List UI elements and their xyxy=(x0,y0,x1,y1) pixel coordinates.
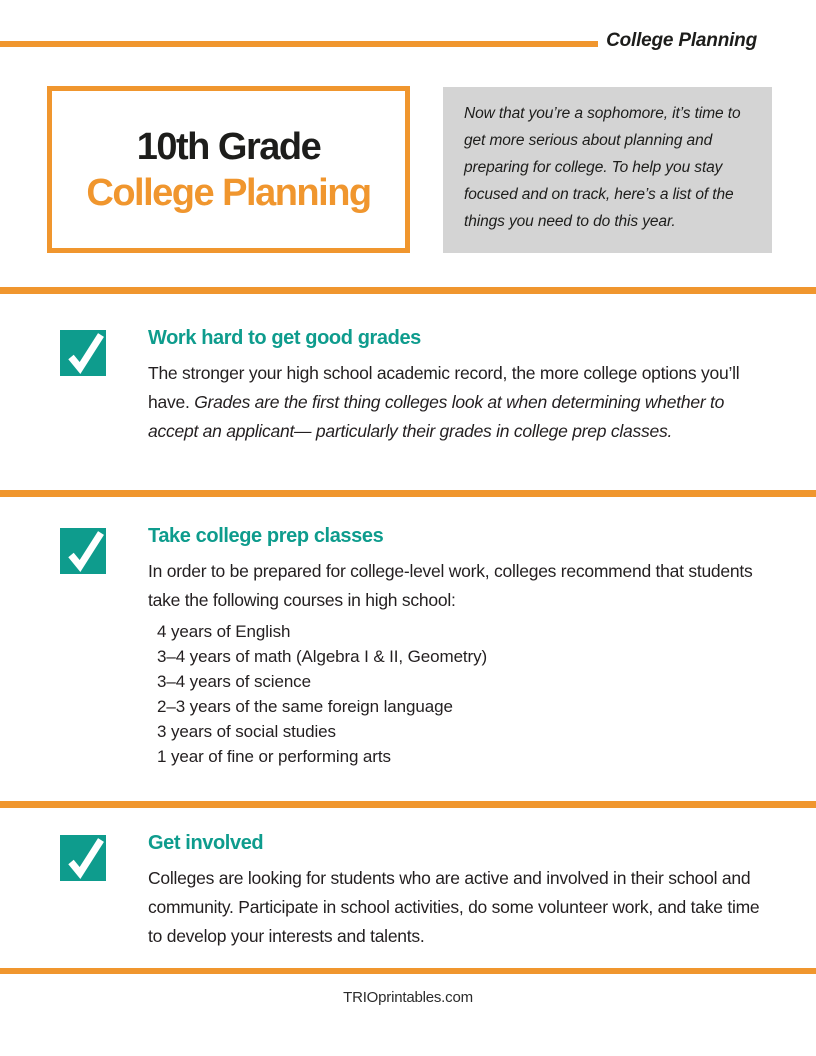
list-item: 3–4 years of math (Algebra I & II, Geometry) xyxy=(157,647,488,666)
intro-text-box: Now that you’re a sophomore, it’s time to get more serious about planning and preparing for college. To help you stay focused and on track, here’s a list of the things you need to do this year. xyxy=(443,87,772,253)
section-divider-rule xyxy=(0,490,816,497)
checkmark-icon xyxy=(60,528,106,574)
title-box xyxy=(47,86,410,253)
section-body: Colleges are looking for students who are active and involved in their school and community. Participate in school activities, do some volunteer work, and take time to develop your interests and talents. xyxy=(148,868,760,946)
section-heading: Work hard to get good grades xyxy=(148,327,421,349)
section-divider-rule xyxy=(0,801,816,808)
checkmark-icon xyxy=(60,835,106,881)
section-body: In order to be prepared for college-level work, colleges recommend that students take the following courses in high school: xyxy=(148,561,753,610)
page-title-grade: 10th Grade xyxy=(136,125,321,168)
list-item: 2–3 years of the same foreign language xyxy=(157,697,453,716)
section-body xyxy=(148,359,768,446)
checkmark-icon xyxy=(60,330,106,376)
section-prep-classes xyxy=(148,525,768,769)
section-divider-rule xyxy=(0,287,816,294)
document-category-label: College Planning xyxy=(606,30,757,51)
checkmark-icon xyxy=(63,831,109,883)
checkmark-icon xyxy=(63,524,109,576)
list-item: 1 year of fine or performing arts xyxy=(157,747,391,766)
footer-site-name: TRIOprintables.com xyxy=(343,989,473,1006)
page-title-subject: College Planning xyxy=(86,171,371,214)
section-body-normal: The stronger your high school academic record, the more college options you’ll have. xyxy=(148,363,740,412)
checkmark-icon xyxy=(63,326,109,378)
course-list xyxy=(148,619,768,769)
section-heading: Take college prep classes xyxy=(148,525,384,547)
list-item: 3–4 years of science xyxy=(157,672,311,691)
list-item: 3 years of social studies xyxy=(157,722,336,741)
section-get-involved xyxy=(148,832,768,951)
header-accent-rule xyxy=(0,41,598,47)
list-item: 4 years of English xyxy=(157,622,291,641)
footer-accent-rule xyxy=(0,968,816,974)
section-heading: Get involved xyxy=(148,832,264,854)
section-grades xyxy=(148,327,768,446)
section-body-italic: Grades are the first thing colleges look at when determining whether to accept an applicant— particularly their grades in college prep classes. xyxy=(148,392,725,441)
